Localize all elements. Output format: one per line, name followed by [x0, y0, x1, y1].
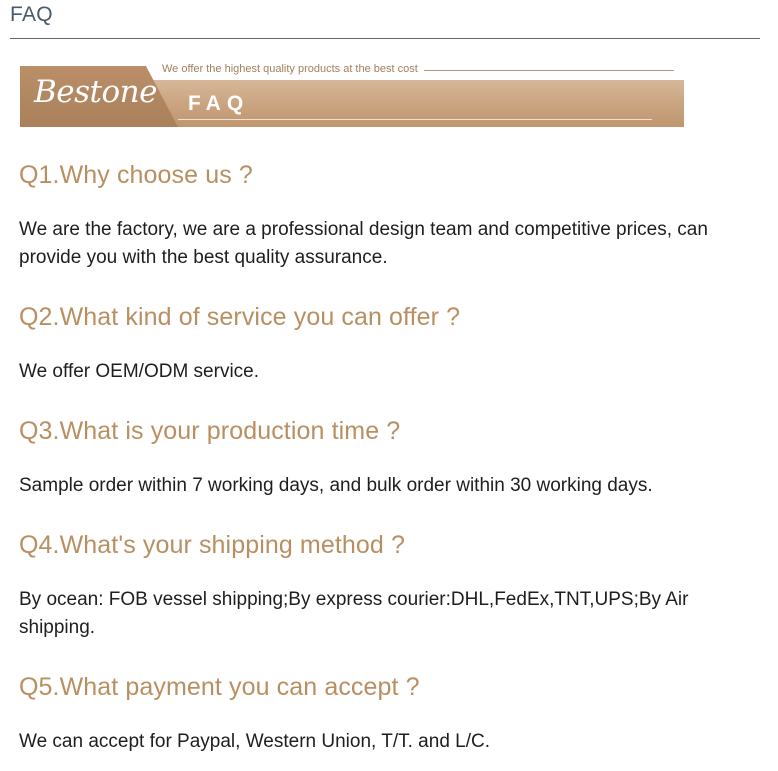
banner-bottom-rule [178, 119, 652, 120]
heading-divider [10, 38, 760, 39]
faq-answer-3: Sample order within 7 working days, and bulk order within 30 working days. [19, 475, 653, 496]
faq-answer-1: We are the factory, we are a professional design team and competitive prices, can provide you with the best quality assurance. [19, 219, 708, 268]
faq-question-4: Q4.What's your shipping method ? [19, 531, 405, 559]
faq-question-5: Q5.What payment you can accept ? [19, 673, 420, 701]
page-heading: FAQ [10, 3, 53, 26]
brand-logo: Bestone [34, 74, 157, 110]
faq-answer-5: We can accept for Paypal, Western Union, T/T. and L/C. [19, 731, 491, 752]
faq-question-1: Q1.Why choose us ? [19, 161, 253, 189]
faq-question-3: Q3.What is your production time ? [19, 417, 401, 445]
faq-answer-4: By ocean: FOB vessel shipping;By express courier:DHL,FedEx,TNT,UPS;By Air shipping. [19, 589, 689, 638]
faq-answer-2: We offer OEM/ODM service. [19, 361, 260, 382]
banner-title: FAQ [188, 92, 250, 115]
faq-question-2: Q2.What kind of service you can offer ? [19, 303, 461, 331]
faq-banner [20, 61, 684, 127]
banner-tagline-wrap [162, 61, 678, 81]
banner-tagline: We offer the highest quality products at the best cost [162, 63, 424, 75]
